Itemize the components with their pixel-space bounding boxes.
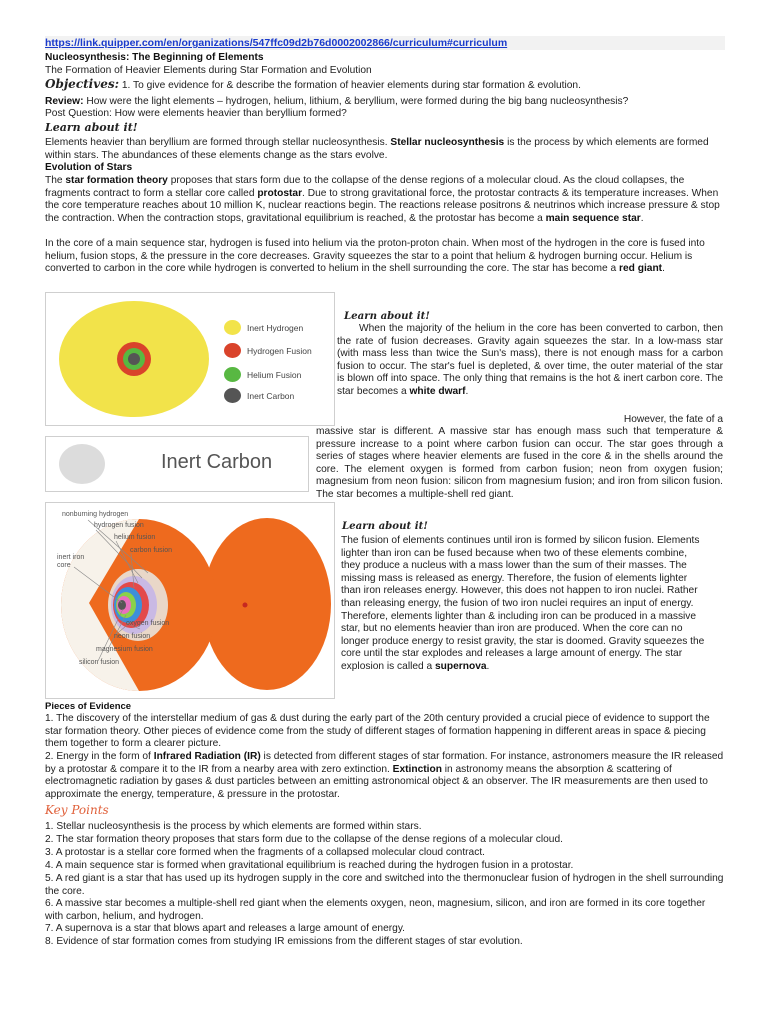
review-text: How were the light elements – hydrogen, helium, lithium, & beryllium, were formed during the big bang nucleosynthesis?	[83, 96, 629, 107]
curriculum-link[interactable]: https://link.quipper.com/en/organizations/547ffc09d2b76d0002002866/curriculum#curriculum	[45, 36, 725, 50]
core-text: .	[662, 263, 665, 275]
label-magnesium-fusion: magnesium fusion	[96, 646, 153, 653]
massive-star-intro: However, the fate of a	[623, 414, 723, 425]
red-giant-diagram	[45, 292, 335, 426]
page-title: Nucleosynthesis: The Beginning of Elements	[45, 52, 264, 63]
sn-text: .	[486, 660, 490, 672]
key-point-4: 4. A main sequence star is formed when gravitational equilibrium is reached during the hydrogen fusion in a protostar.	[45, 860, 574, 871]
evidence-2	[45, 751, 725, 801]
learn-about-it-heading-3: Learn about it!	[342, 520, 428, 532]
evo-text: The	[45, 175, 66, 186]
label-neon-fusion: neon fusion	[114, 633, 151, 640]
inert-carbon-label: Inert Carbon	[161, 451, 273, 473]
multiple-shell-star-illustration	[46, 503, 332, 696]
wd-text: When the majority of the helium in the core has been converted to carbon, then the rate of fusion decreases. Gravity again squeezes the star. In a low-mass star (with mass less than twice the Sun's mass), there is not enough mass for a carbon fusion to occur. The star's fuel is depleted, & over time, the outer material of the star is blown off into space. The only thing that remains is the hot & inert carbon core. The star becomes a	[337, 323, 723, 397]
legend-hydrogen-fusion: Hydrogen Fusion	[247, 346, 312, 356]
massive-star-paragraph: massive star is different. A massive star has enough mass such that temperature & pressure increase to a point where carbon fusion can occur. The star goes through a series of stages where heavier elements are fused in the core & in the shells around the core. The element oxygen is formed from carbon fusion; neon from oxygen fusion; magnesium from neon fusion: silicon from magnesium fusion; and iron from silicon fusion. The star becomes a multiple-shell red giant.	[316, 426, 723, 500]
label-helium-fusion: helium fusion	[114, 534, 156, 541]
term-infrared-radiation: Infrared Radiation (IR)	[153, 751, 261, 762]
term-red-giant: red giant	[619, 263, 663, 275]
core-text: In the core of a main sequence star, hydrogen is fused into helium via the proton-proton chain. When most of the hydrogen in the core is fused into helium, fusion stops, & the pressure in the core decreases. Gravity squeezes the star to a point that helium & hydrogen burning occur. Helium is converted to carbon in the core while hydrogen is converted to helium in the shell surrounding the core. The star has become a	[45, 238, 705, 275]
term-star-formation-theory: star formation theory	[65, 175, 168, 186]
red-giant-body	[203, 518, 331, 690]
key-points-heading: Key Points	[45, 803, 109, 817]
term-main-sequence-star: main sequence star	[545, 212, 641, 224]
key-point-1: 1. Stellar nucleosynthesis is the process by which elements are formed within stars.	[45, 821, 422, 832]
label-nonburning-hydrogen: nonburning hydrogen	[62, 511, 129, 518]
term-white-dwarf: white dwarf	[409, 385, 466, 397]
post-question: Post Question: How were elements heavier than beryllium formed?	[45, 108, 347, 119]
label-carbon-fusion: carbon fusion	[130, 547, 173, 554]
legend-helium-fusion: Helium Fusion	[247, 370, 302, 380]
white-dwarf-diagram	[45, 436, 309, 492]
term-extinction: Extinction	[392, 763, 442, 775]
legend-inert-hydrogen: Inert Hydrogen	[247, 323, 304, 333]
key-point-8: 8. Evidence of star formation comes from studying IR emissions from the different stages of star evolution.	[45, 936, 523, 947]
ev2-text: is detected from different stages of star formation. For instance, astronomers measure the IR released by a protostar & compare it to the IR from a nearby area with zero extinction.	[45, 751, 724, 775]
page-subtitle: The Formation of Heavier Elements during Star Formation and Evolution	[45, 65, 372, 76]
ev2-text: 2. Energy in the form of	[45, 751, 154, 762]
intro-paragraph	[45, 137, 725, 162]
ev2-text: in astronomy means the absorption & scattering of electromagnetic radiation by gases & dust particles between an emitting astronomical object & an observer. The IR measurements are then used to approximate the energy, temperature, & pressure in the protostar.	[45, 763, 708, 800]
legend-swatch-helium-fusion	[224, 367, 241, 382]
evo-text: . Due to strong gravitational force, the protostar contracts & its temperature increases. When the core temperature reaches about 10 million K, nuclear reactions begin. The reactions release positrons & neutrinos which increase pressure & stop the contraction. When the contraction stops, gravitational equilibrium is reached, & the protostar has become a	[45, 187, 720, 224]
objectives-line	[45, 78, 725, 93]
term-stellar-nucleosynthesis: Stellar nucleosynthesis	[390, 137, 505, 148]
intro-text: Elements heavier than beryllium are formed through stellar nucleosynthesis.	[45, 137, 391, 148]
review-label: Review:	[45, 96, 84, 107]
massive-star-diagram	[45, 502, 335, 699]
label-hydrogen-fusion: hydrogen fusion	[94, 522, 144, 529]
objectives-label: Objectives:	[45, 77, 120, 91]
legend-swatch-inert-hydrogen	[224, 320, 241, 335]
evidence-heading: Pieces of Evidence	[45, 701, 132, 712]
review-line	[45, 96, 725, 109]
key-point-7: 7. A supernova is a star that blows apart and releases a large amount of energy.	[45, 923, 405, 934]
evidence-1: 1. The discovery of the interstellar medium of gas & dust during the early part of the 20th century provided a crucial piece of evidence to support the star formation theory. Other pieces of evidence come from the study of different stages of formation happening in different areas in space & piecing them together to form a clearer picture.	[45, 713, 710, 750]
intro-text-end: is the process by which elements are formed within stars. The abundances of these elements change as the stars evolve.	[45, 137, 709, 161]
supernova-paragraph	[341, 535, 707, 674]
learn-about-it-heading: Learn about it!	[45, 121, 138, 134]
wd-text: .	[465, 385, 469, 397]
evo-text: .	[640, 212, 644, 224]
legend-inert-carbon: Inert Carbon	[247, 391, 295, 401]
label-silicon-fusion: silicon fusion	[79, 659, 120, 666]
sn-text: The fusion of elements continues until iron is formed by silicon fusion. Elements lighter than iron can be fused because when two of these elements combine, they produce a nucleus with a mass lower than the sum of their masses. The missing mass is released as energy. Therefore, the fusion of elements lighter than iron releases energy. However, this does not happen to iron nuclei. Rather than releasing energy, the fusion of two iron nuclei requires an input of energy. Therefore, elements lighter than & including iron can be produced in a massive star, but no elements heavier than iron are produced. When the core can no longer produce energy to resist gravity, the star is doomed. Gravity squeezes the core until the star explodes and releases a large amount of energy. The star explosion is called a	[341, 535, 705, 672]
learn-about-it-heading-2: Learn about it!	[344, 310, 430, 322]
white-dwarf-illustration	[52, 439, 112, 489]
term-supernova: supernova	[435, 660, 487, 672]
core-point	[243, 603, 248, 608]
inert-iron-core	[118, 600, 126, 610]
objectives-text: 1. To give evidence for & describe the formation of heavier elements during star formation & evolution.	[119, 80, 581, 91]
white-dwarf-paragraph	[337, 323, 723, 399]
evolution-heading: Evolution of Stars	[45, 162, 133, 173]
core-paragraph	[45, 238, 725, 276]
red-giant-illustration	[48, 295, 228, 423]
white-dwarf-circle	[59, 444, 105, 484]
key-point-6: 6. A massive star becomes a multiple-shell red giant when the elements oxygen, neon, magnesium, silicon, and iron are formed in its core together with carbon, helium, and hydrogen.	[45, 898, 706, 922]
legend-swatch-hydrogen-fusion	[224, 343, 241, 358]
evo-text: proposes that stars form due to the collapse of the dense regions of a molecular cloud. As the cloud collapses, the fragments contract to form a stellar core called	[45, 175, 685, 199]
evolution-paragraph	[45, 175, 725, 225]
label-oxygen-fusion: oxygen fusion	[126, 620, 170, 627]
inert-carbon-core	[128, 353, 140, 365]
key-point-3: 3. A protostar is a stellar core formed when the fragments of a collapsed molecular cloud contract.	[45, 847, 485, 858]
legend-swatch-inert-carbon	[224, 388, 241, 403]
key-point-5: 5. A red giant is a star that has used up its hydrogen supply in the core and switched into the thermonuclear fusion of hydrogen in the shell surrounding the core.	[45, 873, 724, 897]
key-point-2: 2. The star formation theory proposes that stars form due to the collapse of the dense regions of a molecular cloud.	[45, 834, 563, 845]
term-protostar: protostar	[257, 187, 303, 199]
label-inert-iron-core: inert iron core	[57, 554, 85, 569]
